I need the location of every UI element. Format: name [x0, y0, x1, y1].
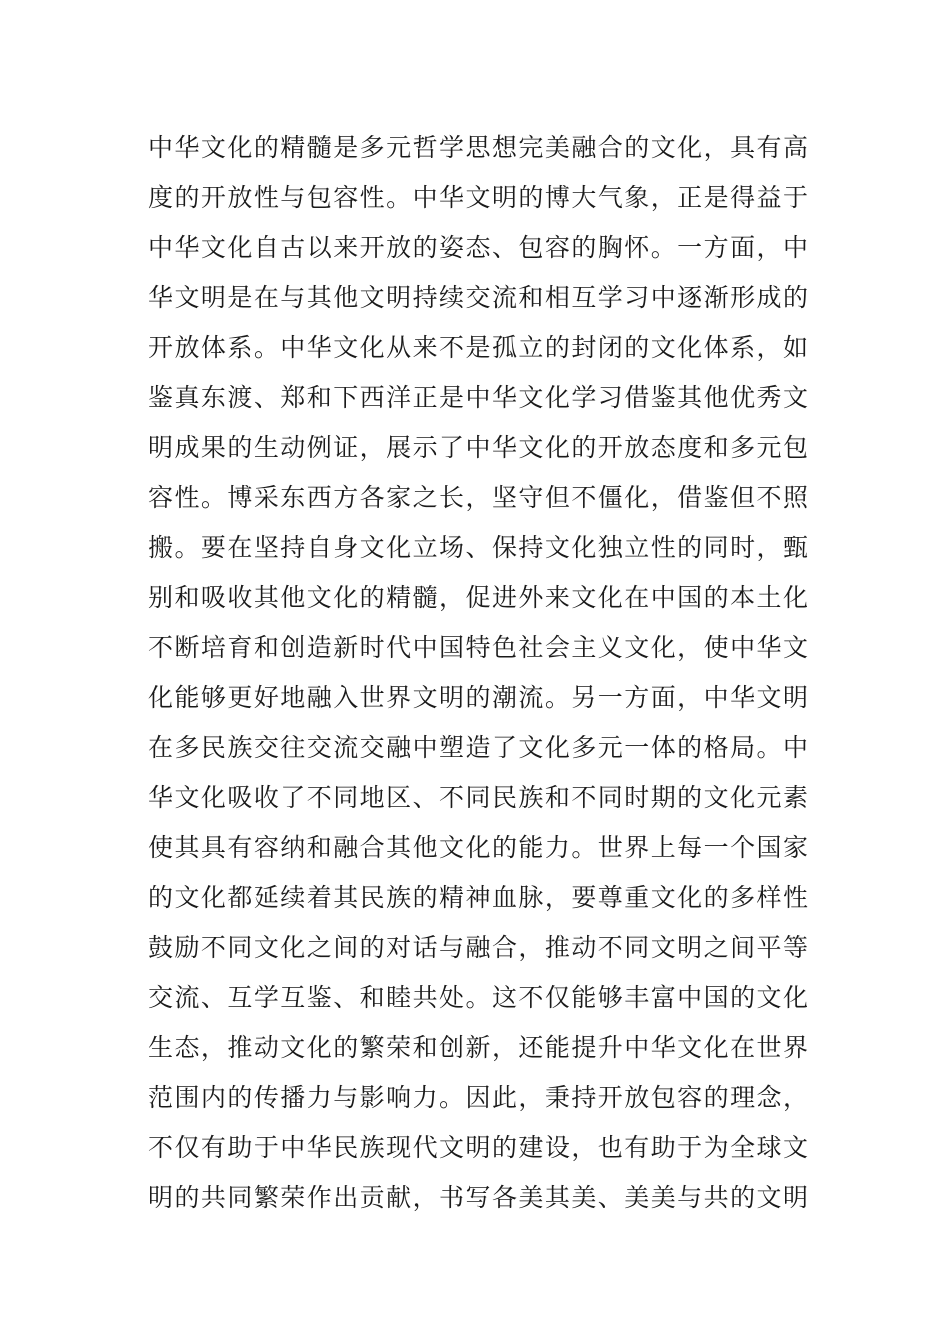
text-line: 的文化都延续着其民族的精神血脉，要尊重文化的多样性	[148, 883, 808, 912]
text-line: 别和吸收其他文化的精髓，促进外来文化在中国的本土化	[148, 583, 808, 612]
body-paragraph	[148, 128, 808, 1228]
text-line: 生态，推动文化的繁荣和创新，还能提升中华文化在世界	[148, 1033, 808, 1062]
text-line: 交流、互学互鉴、和睦共处。这不仅能够丰富中国的文化	[148, 983, 808, 1012]
text-line: 度的开放性与包容性。中华文明的博大气象，正是得益于	[148, 183, 808, 212]
text-line: 华文化吸收了不同地区、不同民族和不同时期的文化元素	[148, 783, 808, 812]
text-line: 中华文化的精髓是多元哲学思想完美融合的文化，具有高	[148, 133, 808, 162]
text-line: 鼓励不同文化之间的对话与融合，推动不同文明之间平等	[148, 933, 808, 962]
text-line: 不断培育和创造新时代中国特色社会主义文化，使中华文	[148, 633, 808, 662]
text-line: 明的共同繁荣作出贡献，书写各美其美、美美与共的文明	[148, 1183, 808, 1212]
text-line: 明成果的生动例证，展示了中华文化的开放态度和多元包	[148, 433, 808, 462]
text-line: 中华文化自古以来开放的姿态、包容的胸怀。一方面，中	[148, 233, 808, 262]
text-line: 化能够更好地融入世界文明的潮流。另一方面，中华文明	[148, 683, 808, 712]
text-line: 容性。博采东西方各家之长，坚守但不僵化，借鉴但不照	[148, 483, 808, 512]
text-line: 搬。要在坚持自身文化立场、保持文化独立性的同时，甄	[148, 533, 808, 562]
text-line: 不仅有助于中华民族现代文明的建设，也有助于为全球文	[148, 1133, 808, 1162]
text-line: 鉴真东渡、郑和下西洋正是中华文化学习借鉴其他优秀文	[148, 383, 808, 412]
text-line: 开放体系。中华文化从来不是孤立的封闭的文化体系，如	[148, 333, 808, 362]
text-line: 使其具有容纳和融合其他文化的能力。世界上每一个国家	[148, 833, 808, 862]
text-line: 在多民族交往交流交融中塑造了文化多元一体的格局。中	[148, 733, 808, 762]
text-line: 范围内的传播力与影响力。因此，秉持开放包容的理念，	[148, 1083, 808, 1112]
text-line: 华文明是在与其他文明持续交流和相互学习中逐渐形成的	[148, 283, 808, 312]
